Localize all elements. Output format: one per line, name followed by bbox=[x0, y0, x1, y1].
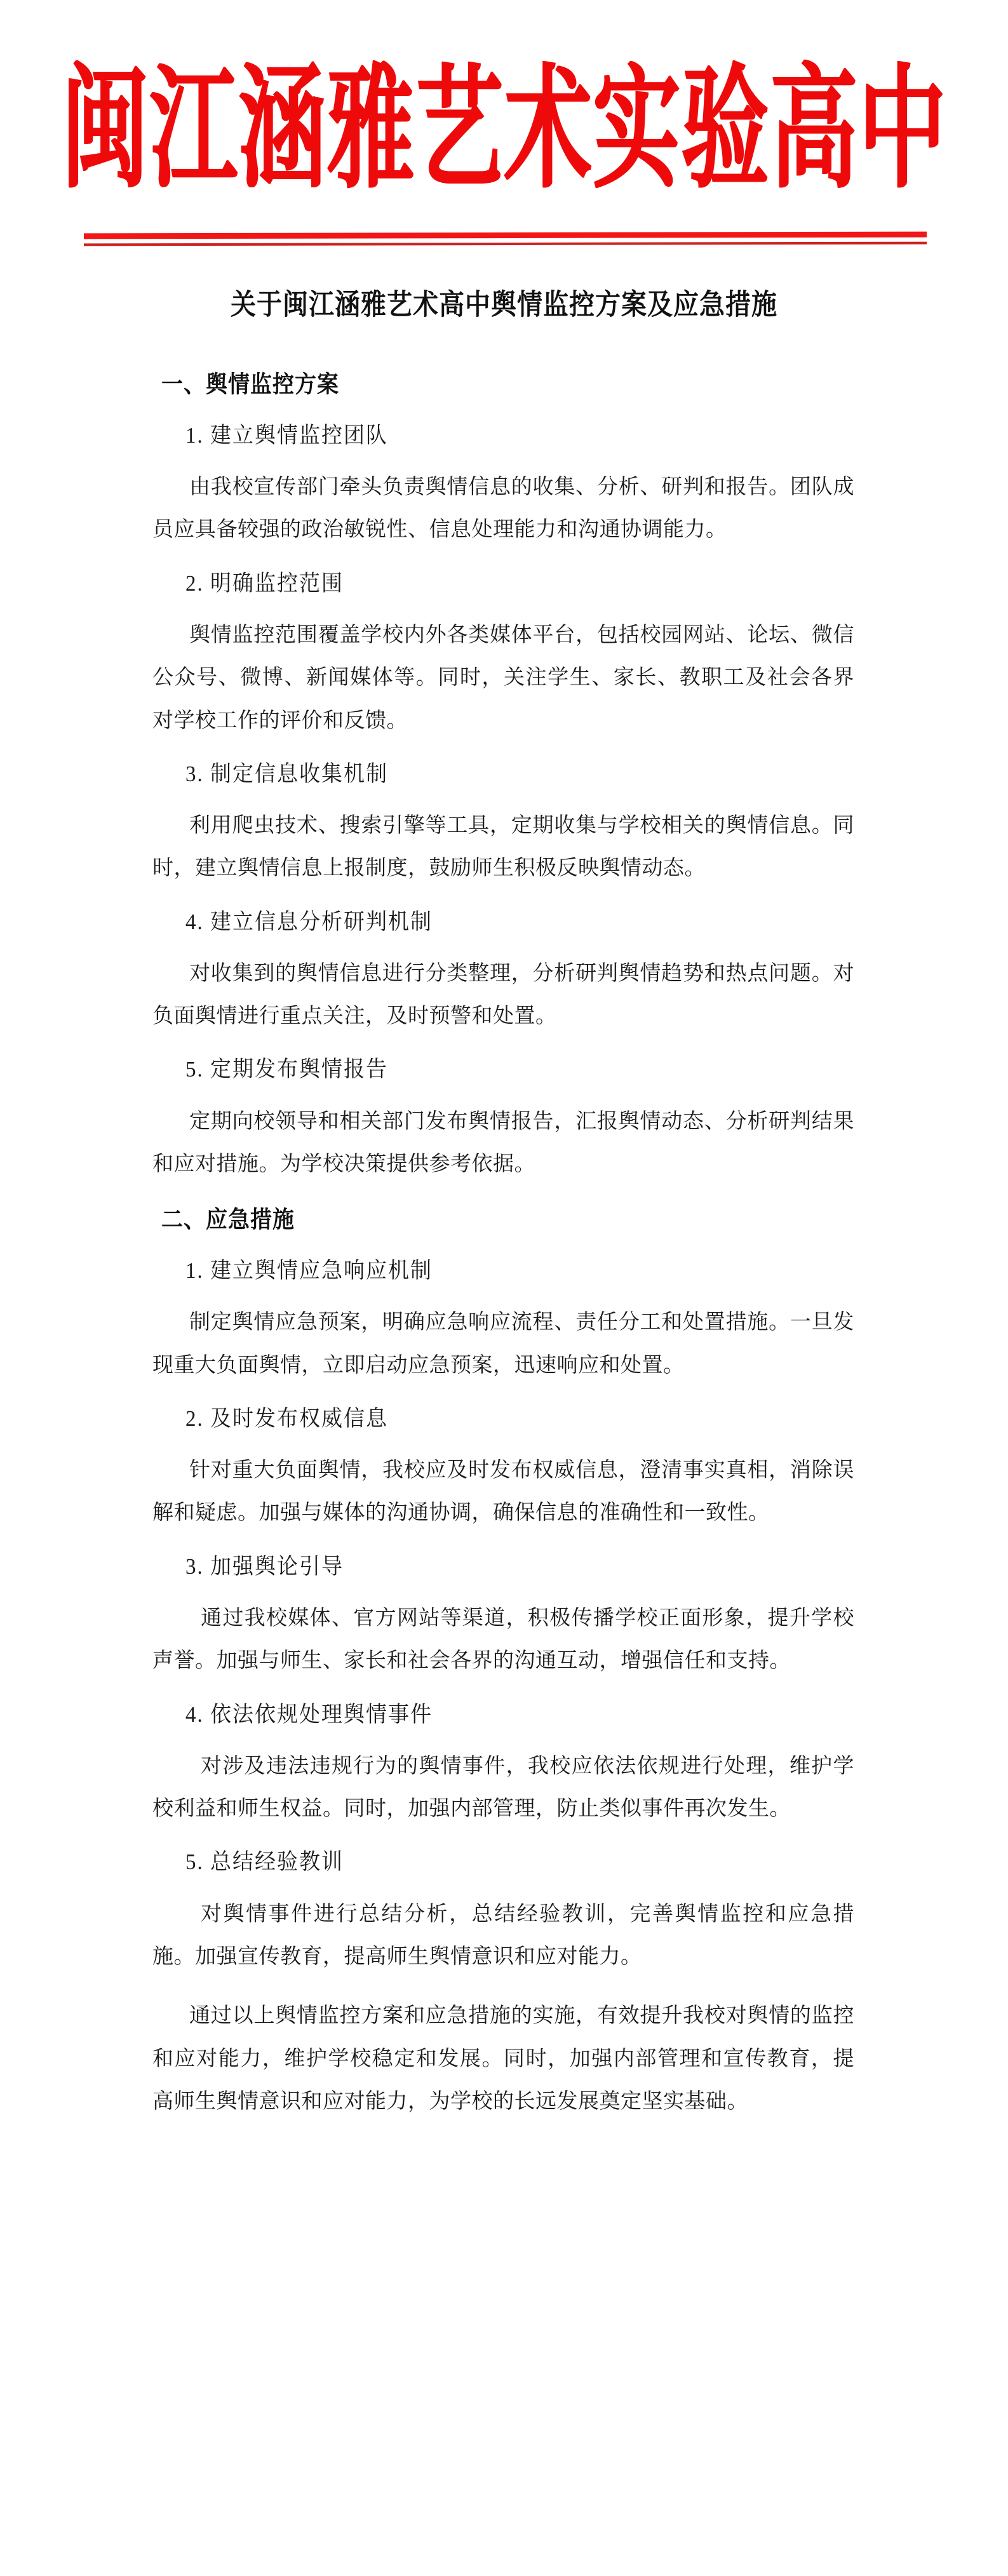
section-one bbox=[152, 370, 854, 1186]
page-title: 关于闽江涵雅艺术高中舆情监控方案及应急措施 bbox=[231, 288, 777, 321]
school-name-banner: 闽江涵雅艺术实验高中 bbox=[61, 57, 947, 205]
list-item bbox=[152, 1054, 854, 1186]
list-item bbox=[152, 568, 854, 742]
document-body bbox=[0, 370, 1008, 2190]
item-heading: 4. 建立信息分析研判机制 bbox=[185, 909, 433, 935]
item-paragraph: 利用爬虫技术、搜索引擎等工具，定期收集与学校相关的舆情信息。同时，建立舆情信息上报制度，鼓励师生积极反映舆情动态。 bbox=[152, 814, 854, 880]
list-item bbox=[152, 1552, 854, 1683]
item-paragraph: 对收集到的舆情信息进行分类整理，分析研判舆情趋势和热点问题。对负面舆情进行重点关注，及时预警和处置。 bbox=[152, 962, 854, 1028]
list-item bbox=[152, 1847, 854, 1978]
section-two bbox=[152, 1205, 854, 1978]
list-item bbox=[152, 759, 854, 890]
item-heading: 5. 定期发布舆情报告 bbox=[185, 1057, 388, 1082]
item-paragraph: 对舆情事件进行总结分析，总结经验教训，完善舆情监控和应急措施。加强宣传教育，提高师生舆情意识和应对能力。 bbox=[152, 1902, 854, 1968]
item-paragraph: 定期向校领导和相关部门发布舆情报告，汇报舆情动态、分析研判结果和应对措施。为学校决策提供参考依据。 bbox=[152, 1110, 854, 1176]
item-paragraph: 通过我校媒体、官方网站等渠道，积极传播学校正面形象，提升学校声誉。加强与师生、家长和社会各界的沟通互动，增强信任和支持。 bbox=[152, 1606, 854, 1673]
item-paragraph: 由我校宣传部门牵头负责舆情信息的收集、分析、研判和报告。团队成员应具备较强的政治敏锐性、信息处理能力和沟通协调能力。 bbox=[152, 476, 854, 542]
item-heading: 1. 建立舆情监控团队 bbox=[185, 424, 388, 448]
item-paragraph: 针对重大负面舆情，我校应及时发布权威信息，澄清事实真相，消除误解和疑虑。加强与媒体的沟通协调，确保信息的准确性和一致性。 bbox=[152, 1459, 854, 1525]
section-heading: 二、应急措施 bbox=[161, 1207, 295, 1233]
list-item bbox=[152, 1700, 854, 1831]
item-heading: 2. 及时发布权威信息 bbox=[185, 1407, 388, 1432]
list-item bbox=[152, 1404, 854, 1535]
item-paragraph: 制定舆情应急预案，明确应急响应流程、责任分工和处置措施。一旦发现重大负面舆情，立即启动应急预案，迅速响应和处置。 bbox=[152, 1311, 854, 1377]
item-heading: 3. 加强舆论引导 bbox=[185, 1555, 344, 1580]
item-paragraph: 对涉及违法违规行为的舆情事件，我校应依法依规进行处理，维护学校利益和师生权益。同时，加强内部管理，防止类似事件再次发生。 bbox=[152, 1754, 854, 1821]
masthead-divider bbox=[0, 232, 1008, 245]
list-item bbox=[152, 1256, 854, 1387]
item-heading: 5. 总结经验教训 bbox=[185, 1850, 344, 1875]
section-heading: 一、舆情监控方案 bbox=[161, 372, 339, 398]
closing-paragraph: 通过以上舆情监控方案和应急措施的实施，有效提升我校对舆情的监控和应对能力，维护学校稳定和发展。同时，加强内部管理和宣传教育，提高师生舆情意识和应对能力，为学校的长远发展奠定坚实基础。 bbox=[152, 2004, 854, 2113]
list-item bbox=[152, 420, 854, 552]
list-item bbox=[152, 907, 854, 1038]
item-heading: 1. 建立舆情应急响应机制 bbox=[185, 1259, 433, 1284]
masthead bbox=[0, 0, 1008, 245]
item-heading: 4. 依法依规处理舆情事件 bbox=[185, 1702, 433, 1727]
item-heading: 3. 制定信息收集机制 bbox=[185, 762, 388, 787]
item-heading: 2. 明确监控范围 bbox=[185, 572, 344, 596]
item-paragraph: 舆情监控范围覆盖学校内外各类媒体平台，包括校园网站、论坛、微信公众号、微博、新闻媒体等。同时，关注学生、家长、教职工及社会各界对学校工作的评价和反馈。 bbox=[152, 623, 854, 732]
